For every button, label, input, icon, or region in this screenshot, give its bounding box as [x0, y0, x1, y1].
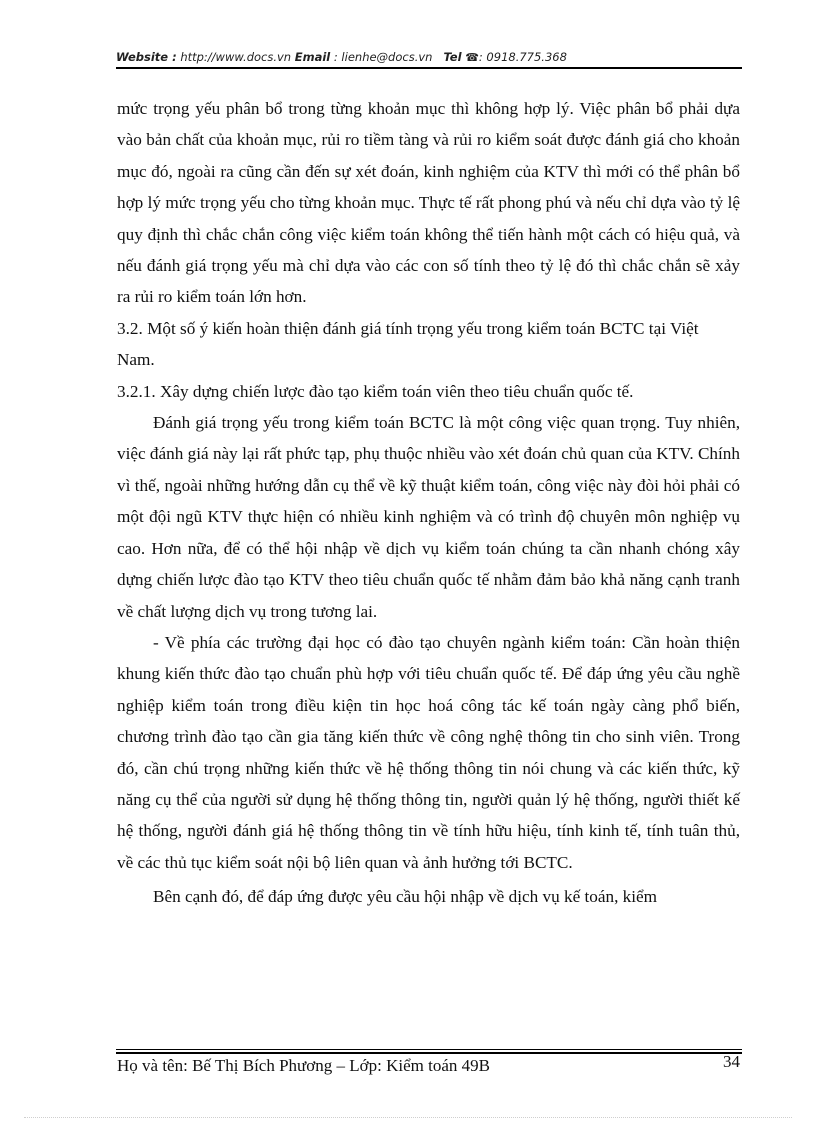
section-heading-3-2: 3.2. Một số ý kiến hoàn thiện đánh giá tính trọng yếu trong kiểm toán BCTC tại Việt Nam.: [117, 318, 699, 370]
footer-divider-thin: [116, 1049, 742, 1050]
paragraph-continuation: mức trọng yếu phân bổ trong từng khoản mục thì không hợp lý. Việc phân bổ phải dựa vào bản chất của khoản mục, rủi ro tiềm tàng và rủi ro kiểm soát được đánh giá cho khoản mục đó, ngoài ra cũng cần đến sự xét đoán, kinh nghiệm của KTV thì mới có thể phân bổ hợp lý mức trọng yếu cho từng khoản mục. Thực tế rất phong phú và nếu chỉ dựa vào tỷ lệ quy định thì chắc chắn công việc kiểm toán không thể tiến hành một cách có hiệu quả, và nếu đánh giá trọng yếu mà chỉ dựa vào các con số tính theo tỷ lệ đó thì chắc chắn sẽ xảy ra rủi ro kiểm toán lớn hơn.: [117, 99, 740, 307]
paragraph-integration: Bên cạnh đó, để đáp ứng được yêu cầu hội nhập về dịch vụ kế toán, kiểm: [153, 887, 658, 907]
phone-icon: ☎: [465, 51, 479, 64]
email-label: Email: [294, 50, 331, 64]
page-bottom-border: [24, 1117, 792, 1118]
tel-number: : 0918.775.368: [478, 50, 567, 64]
document-body: [117, 93, 740, 913]
website-link[interactable]: http://www.docs.vn: [180, 50, 292, 64]
tel-label: Tel: [443, 50, 462, 64]
paragraph-universities: - Về phía các trường đại học có đào tạo chuyên ngành kiểm toán: Cần hoàn thiện khung kiến thức đào tạo chuẩn phù hợp với tiêu chuẩn quốc tế. Để đáp ứng yêu cầu nghề nghiệp kiểm toán trong điều kiện tin học hoá công tác kế toán ngày càng phổ biến, chương trình đào tạo cần gia tăng kiến thức về công nghệ thông tin cho sinh viên. Trong đó, cần chú trọng những kiến thức về hệ thống thông tin nói chung và các kiến thức, kỹ năng cụ thể của người sử dụng hệ thống thông tin, người quản lý hệ thống, người thiết kế hệ thống, người đánh giá hệ thống thông tin về tính hữu hiệu, tính kinh tế, tính tuân thủ, về các thủ tục kiểm soát nội bộ liên quan và ảnh hưởng tới BCTC.: [117, 632, 740, 872]
website-label: Website :: [116, 50, 177, 64]
page-header: [116, 48, 742, 66]
subsection-heading-3-2-1: 3.2.1. Xây dựng chiến lược đào tạo kiểm toán viên theo tiêu chuẩn quốc tế.: [117, 381, 634, 401]
footer-author-line: Họ và tên: Bế Thị Bích Phương – Lớp: Kiểm toán 49B: [117, 1056, 490, 1075]
email-link[interactable]: : lienhe@docs.vn: [333, 50, 433, 64]
page-number: 34: [723, 1052, 740, 1071]
header-divider: [116, 67, 742, 69]
paragraph-training: Đánh giá trọng yếu trong kiểm toán BCTC là một công việc quan trọng. Tuy nhiên, việc đánh giá này lại rất phức tạp, phụ thuộc nhiều vào xét đoán chủ quan của KTV. Chính vì thế, ngoài những hướng dẫn cụ thể về kỹ thuật kiểm toán, công việc này đòi hỏi phải có một đội ngũ KTV thực hiện có nhiều kinh nghiệm và có trình độ chuyên môn nghiệp vụ cao. Hơn nữa, để có thể hội nhập về dịch vụ kiểm toán chúng ta cần nhanh chóng xây dựng chiến lược đào tạo KTV theo tiêu chuẩn quốc tế nhằm đảm bảo khả năng cạnh tranh về chất lượng dịch vụ trong tương lai.: [117, 413, 740, 621]
